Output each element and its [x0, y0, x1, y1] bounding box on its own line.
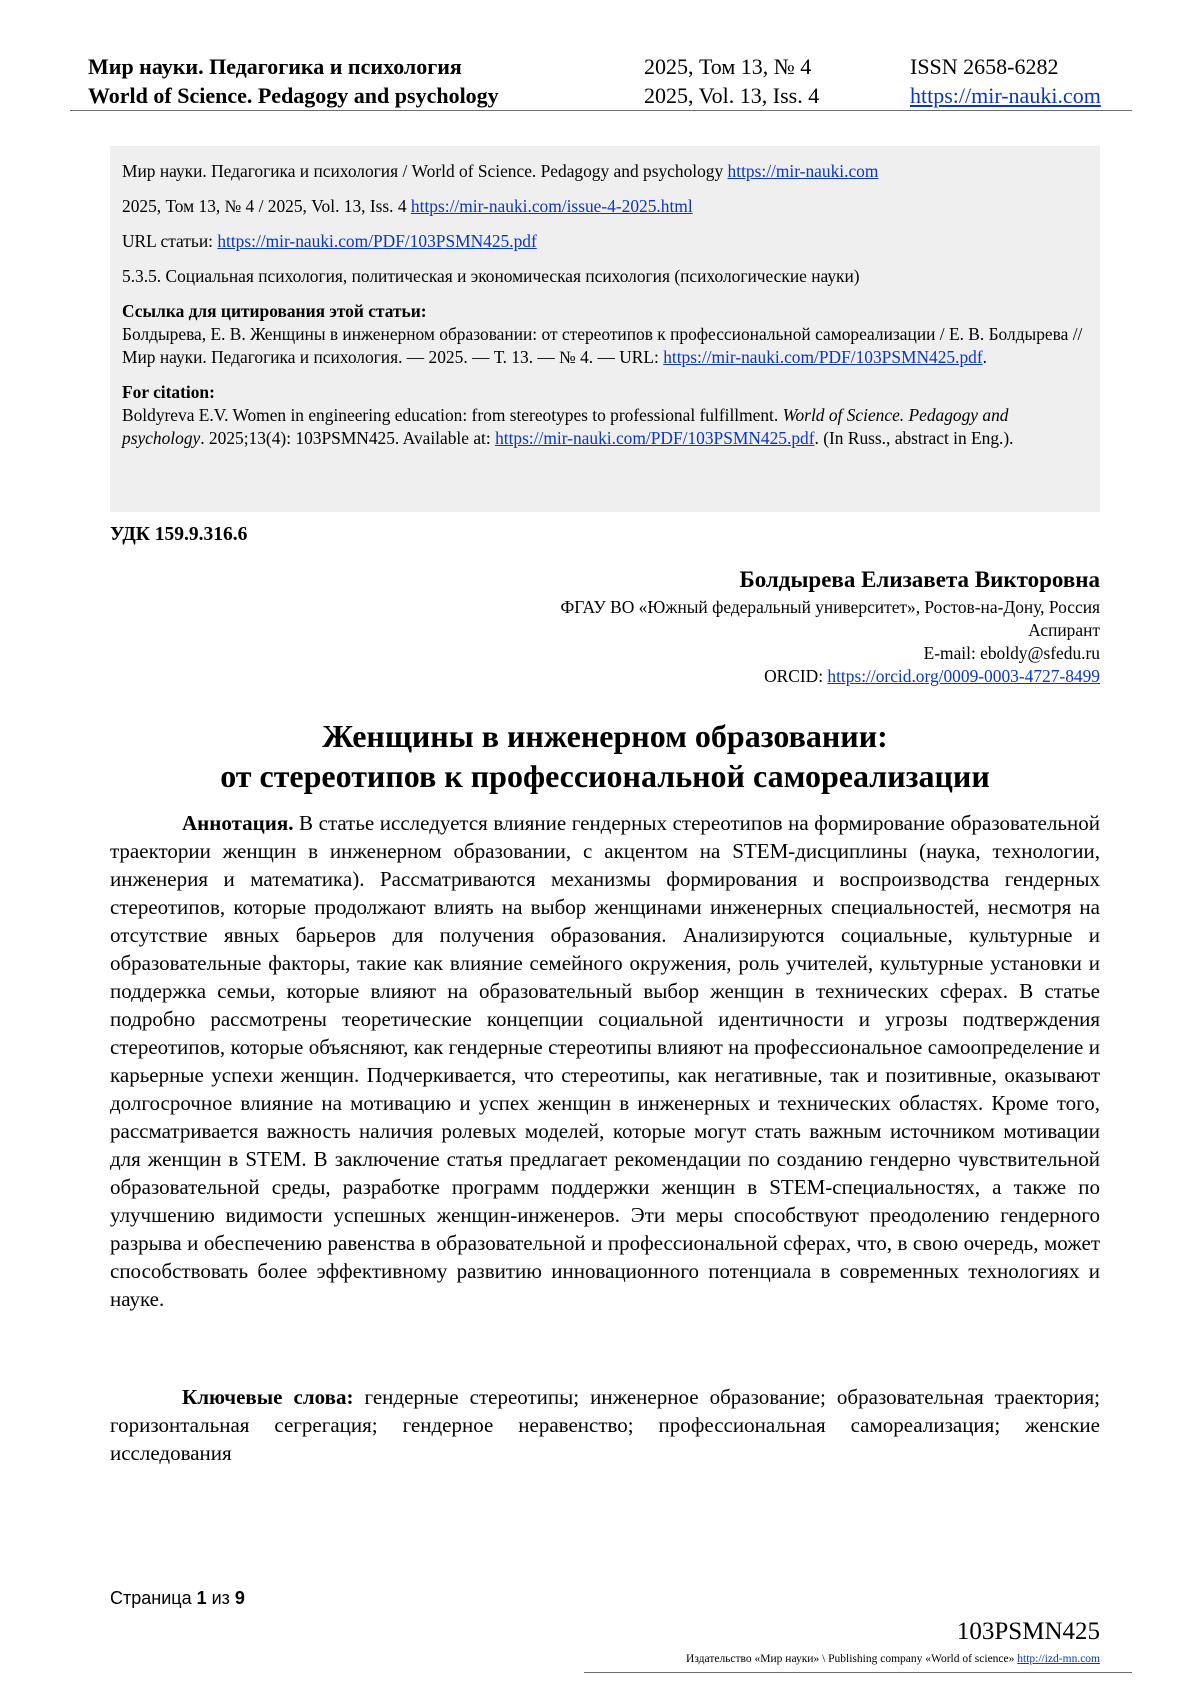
- article-id: 103PSMN425: [956, 1618, 1100, 1645]
- info-specialty: 5.3.5. Социальная психология, политическая и экономическая психология (психологические науки): [122, 266, 860, 286]
- author-position: Аспирант: [1028, 620, 1100, 640]
- journal-name-en: World of Science. Pedagogy and psychology: [88, 83, 499, 108]
- journal-link[interactable]: https://mir-nauki.com: [727, 161, 879, 181]
- citation-ru-label: Ссылка для цитирования этой статьи:: [122, 301, 427, 321]
- article-url-link[interactable]: https://mir-nauki.com/PDF/103PSMN425.pdf: [217, 231, 537, 251]
- author-block: [561, 565, 1100, 688]
- citation-en: Boldyreva E.V. Women in engineering education: from stereotypes to professional fulfillment. World of Science. Pedagogy and psychology. 2025;13(4): 103PSMN425. Available at: https://mir-nauki.com/PDF/103PSMN425.pdf. (In Russ., abstract in Eng.).: [122, 405, 1014, 448]
- issue-link[interactable]: https://mir-nauki.com/issue-4-2025.html: [410, 196, 693, 216]
- author-email: E-mail: eboldy@sfedu.ru: [923, 643, 1100, 663]
- page-number: Страница 1 из 9: [110, 1588, 245, 1608]
- article-info-box: [110, 146, 1100, 512]
- keywords-label: Ключевые слова:: [182, 1385, 354, 1409]
- citation-ru: Болдырева, Е. В. Женщины в инженерном образовании: от стереотипов к профессиональной самореализации / Е. В. Болдырева // Мир науки. Педагогика и психология. — 2025. — Т. 13. — № 4. — URL: https://mir-nauki.com/PDF/103PSMN425.pdf.: [122, 324, 1083, 367]
- citation-en-label: For citation:: [122, 382, 215, 402]
- info-journal-line: Мир науки. Педагогика и психология / World of Science. Pedagogy and psychology https://mir-nauki.com: [122, 161, 879, 181]
- citation-en-journal: World of Science. Pedagogy and psychology: [122, 405, 1009, 448]
- citation-en-link[interactable]: https://mir-nauki.com/PDF/103PSMN425.pdf: [495, 428, 815, 448]
- article-title: [110, 716, 1100, 796]
- orcid-link[interactable]: https://orcid.org/0009-0003-4727-8499: [827, 666, 1100, 686]
- udc-code: УДК 159.9.316.6: [110, 524, 248, 545]
- author-name: Болдырева Елизавета Викторовна: [739, 567, 1100, 592]
- info-url-line: URL статьи: https://mir-nauki.com/PDF/103PSMN425.pdf: [122, 231, 537, 251]
- journal-header: [88, 52, 1130, 110]
- author-affiliation: ФГАУ ВО «Южный федеральный университет», Ростов-на-Дону, Россия: [560, 597, 1100, 617]
- abstract: [110, 809, 1100, 1313]
- info-issue-line: 2025, Том 13, № 4 / 2025, Vol. 13, Iss. 4 https://mir-nauki.com/issue-4-2025.html: [122, 196, 693, 216]
- abstract-label: Аннотация.: [182, 811, 294, 835]
- journal-name-ru: Мир науки. Педагогика и психология: [88, 54, 462, 79]
- issn: ISSN 2658-6282: [910, 54, 1059, 79]
- issue-en: 2025, Vol. 13, Iss. 4: [644, 83, 820, 108]
- footer-divider: [584, 1672, 1132, 1673]
- title-line-2: от стереотипов к профессиональной самореализации: [220, 758, 990, 794]
- issue-ru: 2025, Том 13, № 4: [644, 54, 812, 79]
- keywords: [110, 1383, 1100, 1467]
- journal-site-link[interactable]: https://mir-nauki.com: [910, 83, 1101, 108]
- header-divider: [70, 110, 1132, 111]
- publisher-line: Издательство «Мир науки» \ Publishing company «World of science» http://izd-mn.com: [686, 1653, 1100, 1665]
- publisher-link[interactable]: http://izd-mn.com: [1017, 1653, 1100, 1665]
- title-line-1: Женщины в инженерном образовании:: [322, 718, 888, 754]
- author-orcid: ORCID: https://orcid.org/0009-0003-4727-8499: [764, 666, 1100, 686]
- citation-ru-link[interactable]: https://mir-nauki.com/PDF/103PSMN425.pdf: [663, 347, 983, 367]
- abstract-text: В статье исследуется влияние гендерных стереотипов на формирование образовательной траектории женщин в инженерном образовании, с акцентом на STEM-дисциплины (наука, технологии, инженерия и математика). Рассматриваются механизмы формирования и воспроизводства гендерных стереотипов, которые продолжают влиять на выбор женщинами инженерных специальностей, несмотря на отсутствие явных барьеров для получения образования. Анализируются социальные, культурные и образовательные факторы, такие как влияние семейного окружения, роль учителей, культурные установки и поддержка семьи, которые влияют на образовательный выбор женщин в технических сферах. В статье подробно рассмотрены теоретические концепции социальной идентичности и угрозы подтверждения стереотипов, которые объясняют, как гендерные стереотипы влияют на профессиональное самоопределение и карьерные успехи женщин. Подчеркивается, что стереотипы, как негативные, так и позитивные, оказывают долгосрочное влияние на мотивацию и успех женщин в инженерных и технических областях. Кроме того, рассматривается важность наличия ролевых моделей, которые могут стать важным источником мотивации для женщин в STEM. В заключение статья предлагает рекомендации по созданию гендерно чувствительной образовательной среды, разработке программ поддержки женщин в STEM-специальностях, а также по улучшению видимости успешных женщин-инженеров. Эти меры способствуют преодолению гендерного разрыва и обеспечению равенства в образовательной и профессиональной сферах, что, в свою очередь, может способствовать более эффективному развитию инновационного потенциала в современных технологиях и науке.: [110, 811, 1100, 1311]
- keywords-text: гендерные стереотипы; инженерное образование; образовательная траектория; горизонтальная сегрегация; гендерное неравенство; профессиональная самореализация; женские исследования: [110, 1385, 1100, 1465]
